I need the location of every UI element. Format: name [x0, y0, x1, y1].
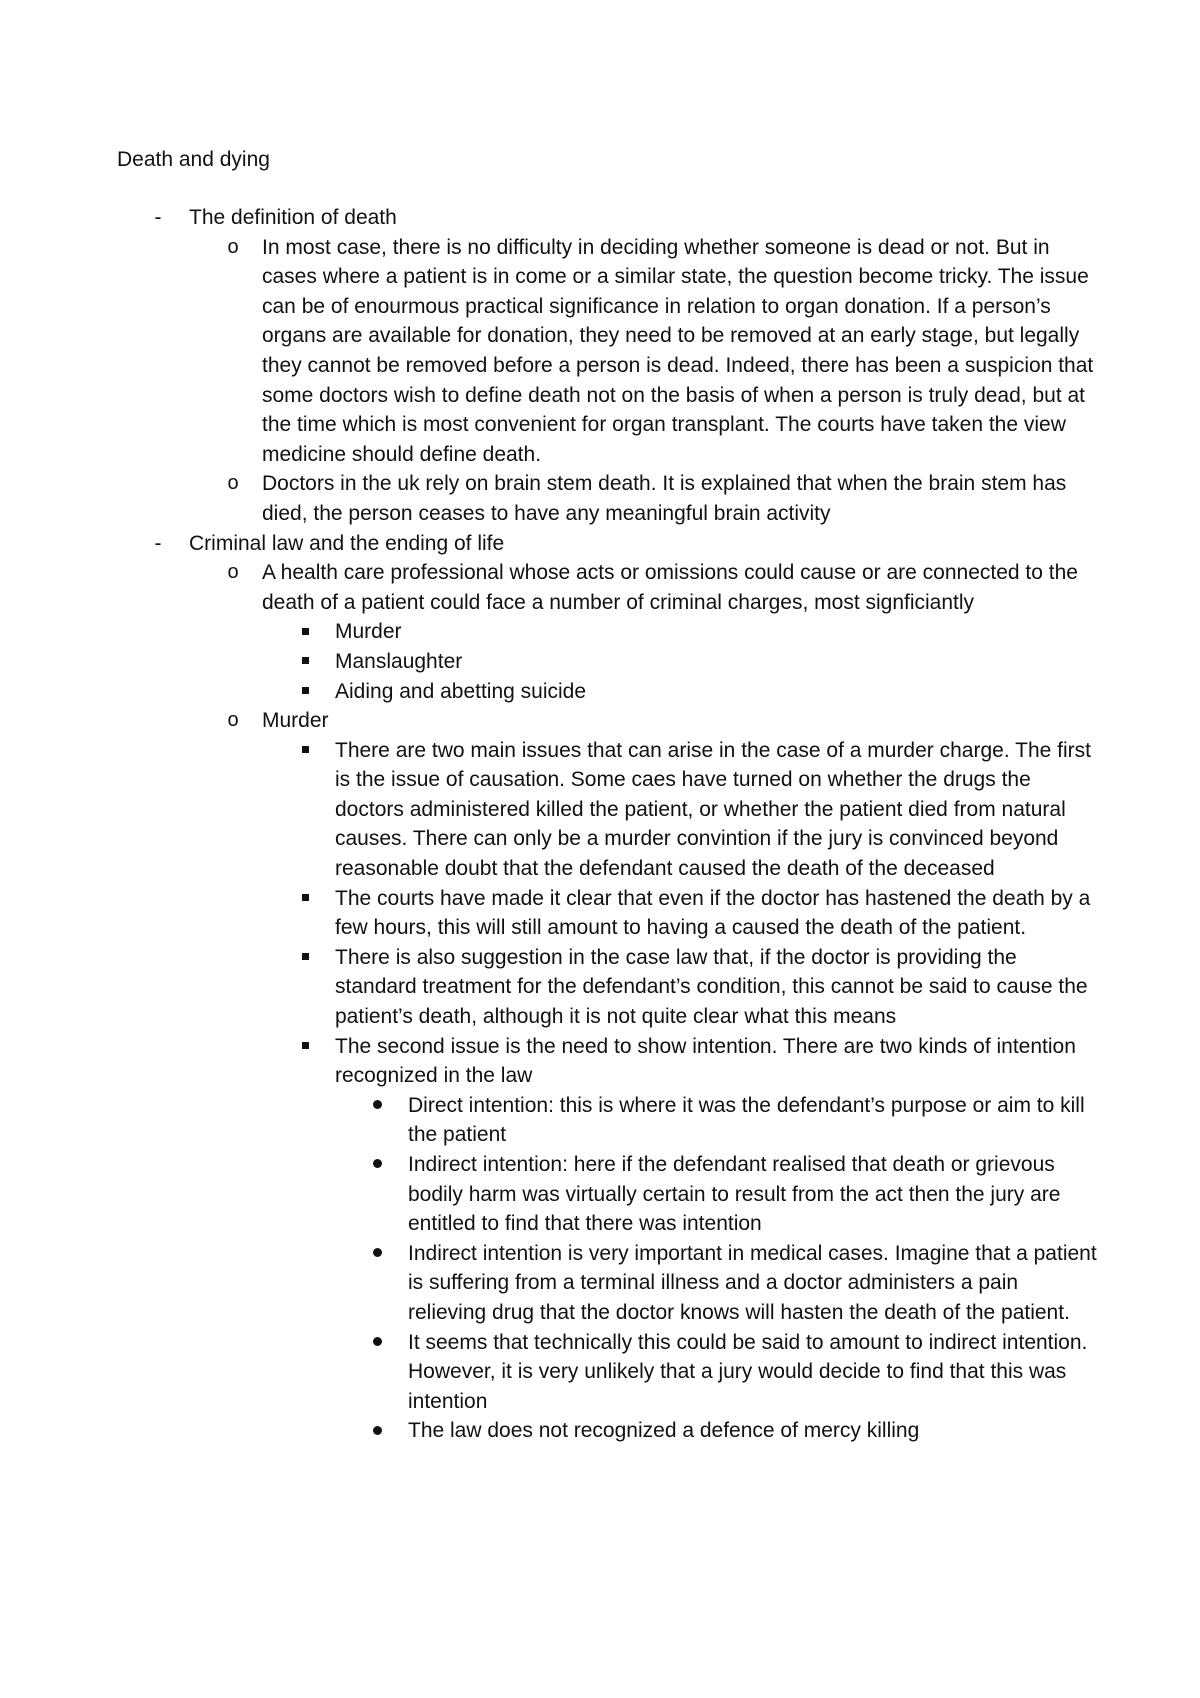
list-item: [0, 1150, 1100, 1239]
list-item: [0, 1032, 1100, 1091]
list-item: [0, 1416, 1100, 1446]
list-item-text: Manslaughter: [335, 649, 463, 673]
list-item: [0, 233, 1100, 470]
circle-bullet-icon: o: [227, 472, 239, 495]
subsection-heading-murder: [0, 706, 1100, 736]
section-heading-criminal-law: [0, 529, 1089, 559]
square-bullet-icon: [298, 736, 312, 766]
list-item: [0, 469, 1100, 528]
list-item: [0, 1239, 1100, 1328]
section-heading-text: The definition of death: [189, 206, 397, 229]
circle-bullet-icon: o: [227, 235, 239, 258]
list-item: [0, 1328, 1100, 1417]
document-title: Death and dying: [117, 148, 270, 171]
square-bullet-icon: [298, 1032, 312, 1062]
list-item-text: Direct intention: this is where it was the defendant’s purpose or aim to kill the patient: [408, 1093, 1085, 1147]
dash-bullet-icon: -: [154, 531, 162, 555]
list-item-text: There is also suggestion in the case law that, if the doctor is providing the standard treatment for the defendant’s condition, this cannot be said to cause the patient’s death, although it is not quite clear what this means: [335, 945, 1088, 1029]
list-item-text: It seems that technically this could be said to amount to indirect intention. However, it is very unlikely that a jury would decide to find that this was intention: [408, 1330, 1088, 1413]
list-item-text: Indirect intention: here if the defendant realised that death or grievous bodily harm was virtually certain to result from the act then the jury are entitled to find that there was intention: [408, 1153, 1061, 1236]
list-item-text: Indirect intention is very important in medical cases. Imagine that a patient is suffering from a terminal illness and a doctor administers a pain relieving drug that the doctor knows will hasten the death of the patient.: [408, 1241, 1097, 1324]
list-item-text: In most case, there is no difficulty in deciding whether someone is dead or not. But in cases where a patient is in come or a similar state, the question become tricky. The issue can be of enourmous practical significance in relation to organ donation. If a person’s organs are available for donation, they need to be removed at an early stage, but legally they cannot be removed before a person is dead. Indeed, there has been a suspicion that some doctors wish to define death not on the basis of when a person is truly dead, but at the time which is most convenient for organ transplant. The courts have taken the view medicine should define death.: [262, 235, 1094, 466]
circle-bullet-icon: o: [227, 561, 239, 584]
list-item: [0, 1091, 1100, 1150]
list-item: [0, 677, 1100, 707]
list-item-text: Aiding and abetting suicide: [335, 679, 587, 703]
list-item: [0, 736, 1100, 884]
notes-outline: [0, 203, 1200, 1446]
dash-bullet-icon: -: [154, 206, 162, 229]
list-item-text: There are two main issues that can arise in the case of a murder charge. The first is the issue of causation. Some caes have turned on whether the drugs the doctors administered killed the patient, or whether the patient died from natural causes. There can only be a murder convintion if the jury is convinced beyond reasonable doubt that the defendant caused the death of the deceased: [335, 738, 1091, 881]
circle-bullet-icon: o: [227, 709, 239, 732]
list-item: [0, 647, 1100, 677]
square-bullet-icon: [298, 943, 312, 973]
section-heading-definition: [0, 203, 1089, 233]
list-item-text: The law does not recognized a defence of mercy killing: [408, 1419, 920, 1443]
round-bullet-icon: [368, 1239, 386, 1269]
round-bullet-icon: [368, 1328, 386, 1358]
list-item: [0, 884, 1100, 943]
list-item-text: Doctors in the uk rely on brain stem death. It is explained that when the brain stem has died, the person ceases to have any meaningful brain activity: [262, 472, 1067, 525]
square-bullet-icon: [298, 677, 312, 707]
round-bullet-icon: [368, 1091, 386, 1121]
list-item: [0, 617, 1100, 647]
round-bullet-icon: [368, 1150, 386, 1180]
list-item-text: The courts have made it clear that even if the doctor has hastened the death by a few hours, this will still amount to having a caused the death of the patient.: [335, 886, 1091, 940]
round-bullet-icon: [368, 1416, 386, 1446]
list-item-text: A health care professional whose acts or omissions could cause or are connected to the death of a patient could face a number of criminal charges, most signficiantly: [262, 561, 1078, 614]
list-item-text: Murder: [262, 709, 329, 733]
section-heading-text: Criminal law and the ending of life: [189, 531, 505, 555]
square-bullet-icon: [298, 647, 312, 677]
list-item: [0, 558, 1100, 617]
list-item-text: The second issue is the need to show intention. There are two kinds of intention recognized in the law: [335, 1034, 1076, 1088]
list-item-text: Murder: [335, 620, 402, 644]
square-bullet-icon: [298, 617, 312, 647]
square-bullet-icon: [298, 884, 312, 914]
list-item: [0, 943, 1100, 1032]
